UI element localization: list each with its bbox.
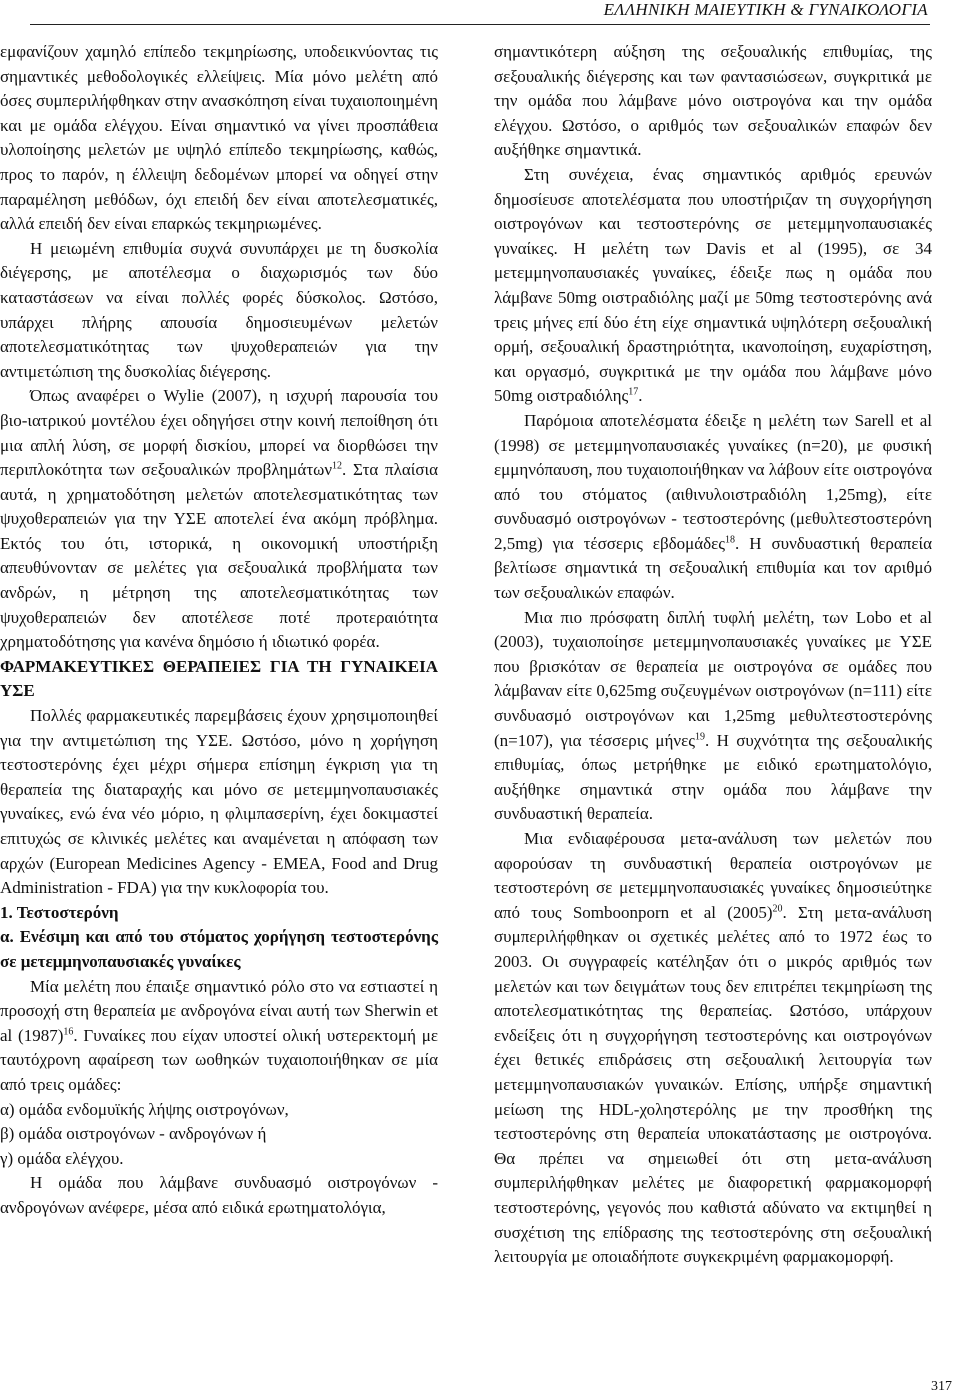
- citation: 17: [628, 386, 639, 398]
- right-column: [494, 40, 932, 1270]
- section-heading: ΦΑΡΜΑΚΕΥΤΙΚΕΣ ΘΕΡΑΠΕΙΕΣ ΓΙΑ ΤΗ ΓΥΝΑΙΚΕΙΑ ΥΣΕ: [0, 656, 438, 701]
- subsection-heading: α. Ενέσιμη και από του στόματος χορήγηση τεστοστερόνης σε μετεμμηνοπαυσιακές γυναίκες: [0, 927, 438, 971]
- paragraph: σημαντικότερη αύξηση της σεξουαλικής επιθυμίας, της σεξουαλικής διέγερσης και των φαντασιώσεων, συγκριτικά με την ομάδα που λάμβανε μόνο οιστρογόνα και την ομάδα ελέγχου. Ωστόσο, ο αριθμός των σεξουαλικών επαφών δεν αυξήθηκε σημαντικά.: [494, 42, 932, 160]
- paragraph: Πολλές φαρμακευτικές παρεμβάσεις έχουν χρησιμοποιηθεί για την αντιμετώπιση της ΥΣΕ. Ωστόσο, μόνο η χορήγηση τεστοστερόνης έχει μέχρι σήμερα επίσημη έγκριση για τη θεραπεία της διαταραχής και μόνο σε μετεμμηνοπαυσιακές γυναίκες, ενώ ένα νέο μόριο, η φλιμπασερίνη, έχει δοκιμαστεί επιτυχώς σε κλινικές μελέτες και αναμένεται η απόφαση των αρχών (European Medicines Agency - EMEA, Food and Drug Administration - FDA) για την κυκλοφορία του.: [0, 706, 438, 898]
- citation: 20: [772, 903, 783, 915]
- paragraph: εμφανίζουν χαμηλό επίπεδο τεκμηρίωσης, υποδεικνύοντας τις σημαντικές μεθοδολογικές ελλείψεις. Μία μόνο μελέτη από όσες συμπεριλήφθηκαν στην ανασκόπηση είναι τυχαιοποιημένη και με ομάδα ελέγχου. Είναι σημαντικό να γίνει προσπάθεια υλοποίησης μελετών με υψηλό επίπεδο τεκμηρίωσης, καθώς, προς το παρόν, η έλλειψη δεδομένων μπορεί να οδηγεί στην παραμέληση μεθόδων, όχι επειδή δεν είναι αποτελεσματικές, αλλά επειδή δεν είναι επαρκώς τεκμηριωμένες.: [0, 42, 438, 234]
- paragraph: Η ομάδα που λάμβανε συνδυασμό οιστρογόνων - ανδρογόνων ανέφερε, μέσα από ειδικά ερωτηματολόγια,: [0, 1173, 438, 1217]
- paragraph: Παρόμοια αποτελέσματα έδειξε η μελέτη των Sarell et al (1998) σε μετεμμηνοπαυσιακές γυναίκες (n=20), με φυσική εμμηνόπαυση, που τυχαιοποιήθηκαν να λάβουν είτε οιστρογόνα από του στόματος (αιθινυλοιστραδιόλη 1,25mg), είτε συνδυασμό οιστρογόνων - τεστοστερόνης (μεθυλτεστοστερόνη 2,5mg) για τέσσερις εβδομάδες$^{18}$. Η συνδυαστική θεραπεία βελτίωσε σημαντικά τη σεξουαλική επιθυμία και τον αριθμό των σεξουαλικών επαφών.: [494, 410, 932, 603]
- paragraph: Μια πιο πρόσφατη διπλή τυφλή μελέτη, των Lobo et al (2003), τυχαιοποίησε μετεμμηνοπαυσιακές γυναίκες με ΥΣΕ που βρισκόταν σε θεραπεία με οιστρογόνα σε ομάδες που λάμβαναν είτε 0,625mg συζευγμένων οιστρογόνων (n=111) είτε συνδυασμό οιστρογόνων και 1,25mg μεθυλτεστοστερόνης (n=107), για τέσσερις μήνες$^{19}$. Η συχνότητα της σεξουαλικής επιθυμίας, όπως μετρήθηκε με ειδικό ερωτηματολόγιο, αυξήθηκε σημαντικά στην ομάδα που λάμβανε την συνδυαστική θεραπεία.: [494, 607, 932, 824]
- subsection-heading: 1. Τεστοστερόνη: [0, 902, 119, 922]
- paragraph: Η μειωμένη επιθυμία συχνά συνυπάρχει με τη δυσκολία διέγερσης, με αποτέλεσμα ο διαχωρισμός των δύο καταστάσεων να είναι πολλές φορές δύσκολος. Ωστόσο, υπάρχει πλήρης απουσία δημοσιευμένων μελετών αποτελεσματικότητας των ψυχοθεραπειών για την αντιμετώπιση της δυσκολίας διέγερσης.: [0, 238, 438, 381]
- paragraph: Όπως αναφέρει ο Wylie (2007), η ισχυρή παρουσία του βιο-ιατρικού μοντέλου έχει οδηγήσει στην κοινή πεποίθηση ότι μια απλή λύση, σε μορφή δισκίου, μπορεί να διορθώσει την περιπλοκότητα των σεξουαλικών προβλημάτων$^{12}$. Στα πλαίσια αυτά, η χρηματοδότηση μελετών αποτελεσματικότητας των ψυχοθεραπειών για την ΥΣΕ αποτελεί ένα ακόμη πρόβλημα. Εκτός του ότι, ιστορικά, η οικονομική υποστήριξη απευθύνονταν σε μελέτες για σεξουαλικά προβλήματα των ανδρών, η μέτρηση της αποτελεσματικότητας των ψυχοθεραπειών δεν αποτέλεσε ποτέ προτεραιότητα χρηματοδότησης για κανένα δημόσιο ή ιδιωτικό φορέα.: [0, 386, 438, 652]
- running-header: [30, 0, 930, 25]
- citation: 16: [63, 1026, 74, 1038]
- paragraph: Στη συνέχεια, ένας σημαντικός αριθμός ερευνών δημοσίευσε αποτελέσματα που υποστήριζαν τη συγχορήγηση οιστρογόνων και τεστοστερόνης σε μετεμμηνοπαυσιακές γυναίκες. Η μελέτη των Davis et al (1995), σε 34 μετεμμηνοπαυσιακές γυναίκες, έδειξε πως η ομάδα που λάμβανε 50mg οιστραδιόλης μαζί με 50mg τεστοστερόνης ανά τρεις μήνες επί δύο έτη είχε σημαντικά υψηλότερη σεξουαλική ορμή, σεξουαλική δραστηριότητα, ικανοποίηση, ευχαρίστηση, και οργασμό, συγκριτικά με την ομάδα που λάμβανε μόνο 50mg οιστραδιόλης$^{17}$.: [494, 164, 932, 406]
- citation: 12: [332, 460, 343, 472]
- page-number: 317: [931, 1379, 952, 1394]
- citation: 18: [725, 534, 736, 546]
- list-item: γ) ομάδα ελέγχου.: [0, 1148, 124, 1168]
- citation: 19: [694, 730, 705, 742]
- journal-title: ΕΛΛΗΝΙΚΗ ΜΑΙΕΥΤΙΚΗ & ΓΥΝΑΙΚΟΛΟΓΙΑ: [603, 0, 928, 19]
- left-column: [0, 40, 438, 1221]
- paragraph: Μια ενδιαφέρουσα μετα-ανάλυση των μελετών που αφορούσαν τη συνδυαστική θεραπεία οιστρογόνων με τεστοστερόνη σε μετεμμηνοπαυσιακές γυναίκες δημοσιεύτηκε από τους Somboonporn et al $(2005)^{20}$. Στη μετα-ανάλυση συμπεριλήφθηκαν οι σχετικές μελέτες από το 1972 έως το 2003. Οι συγγραφείς κατέληξαν ότι ο μικρός αριθμός των μελετών και των δειγμάτων τους δεν επιτρέπει τεκμηρίωση της αποτελεσματικότητας της θεραπείας. Ωστόσο, υπάρχουν ενδείξεις ότι η συγχορήγηση τεστοστερόνης και οιστρογόνων έχει θετικές επιδράσεις στη σεξουαλική λειτουργία των μετεμμηνοπαυσιακών γυναικών. Επίσης, υπήρξε σημαντική μείωση της HDL-χοληστερόλης με την προσθήκη της τεστοστερόνης στη θεραπεία υποκατάστασης με οιστρογόνα. Θα πρέπει να σημειωθεί ότι στη μετα-ανάλυση συμπεριλήφθηκαν μελέτες με διαφορετική φαρμακομορφή τεστοστερόνης, γεγονός που καθιστά αδύνατο να εκτιμηθεί η συσχέτιση της επίδρασης της τεστοστερόνης στη σεξουαλική λειτουργία με οποιαδήποτε συγκεκριμένη φαρμακομορφή.: [494, 829, 932, 1267]
- list-item: β) ομάδα οιστρογόνων - ανδρογόνων ή: [0, 1124, 267, 1144]
- paragraph: Μία μελέτη που έπαιξε σημαντικό ρόλο στο να εστιαστεί η προσοχή στη θεραπεία με ανδρογόνα είναι αυτή των Sherwin et al $(1987)^{16}$. Γυναίκες που είχαν υποστεί ολική υστερεκτομή με ταυτόχρονη αφαίρεση των ωοθηκών τυχαιοποιήθηκαν σε μία από τρεις ομάδες:: [0, 976, 438, 1094]
- list-item: α) ομάδα ενδομυϊκής λήψης οιστρογόνων,: [0, 1099, 289, 1119]
